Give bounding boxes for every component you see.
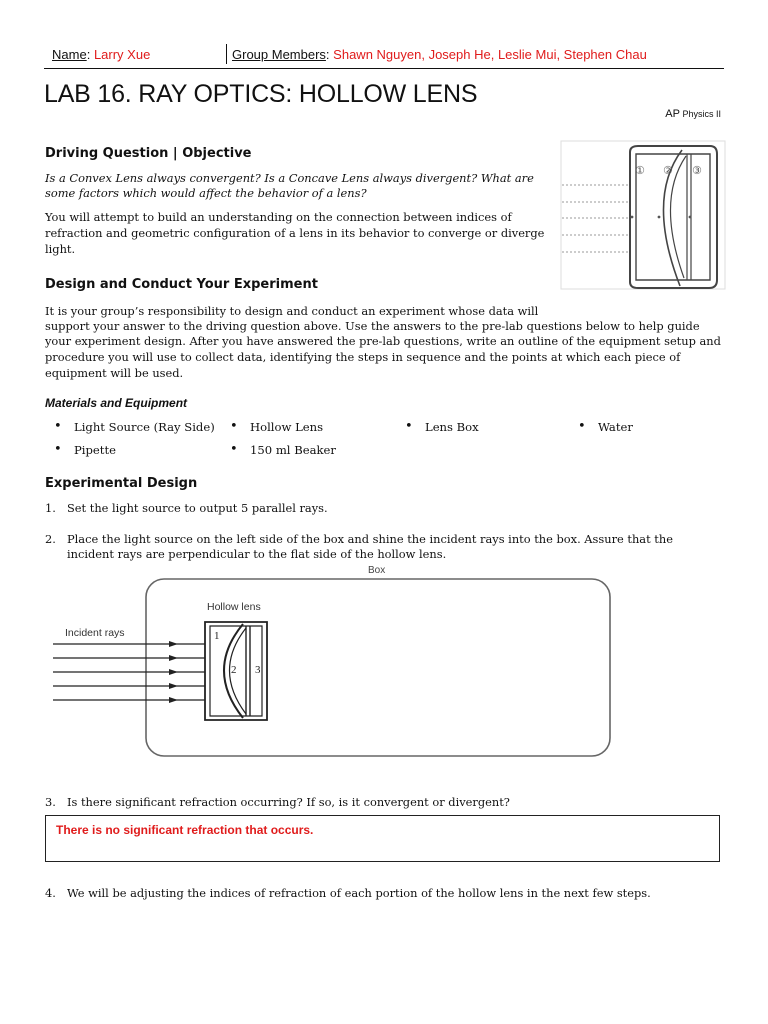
lens-dot	[689, 216, 692, 219]
material-item: • Lens Box	[425, 420, 479, 434]
step-text: We will be adjusting the indices of refraction of each portion of the hollow lens in the next few steps.	[67, 886, 651, 900]
figure-label: ②	[663, 164, 673, 177]
chamber-label: 2	[231, 664, 237, 676]
ray-arrowhead	[169, 669, 178, 675]
material-item: • Water	[598, 420, 633, 434]
driving-question-line: Is a Convex Lens always convergent? Is a Concave Lens always divergent? What are	[45, 171, 534, 185]
lens-dot	[631, 216, 634, 219]
hollow-lens-figure	[560, 140, 726, 290]
material-item: • Pipette	[74, 443, 116, 457]
incident-rays-label: Incident rays	[65, 627, 125, 639]
material-item: • 150 ml Beaker	[250, 443, 336, 457]
objective-line: light.	[45, 242, 76, 256]
box-label: Box	[368, 565, 386, 576]
course-ap: AP	[665, 108, 680, 120]
group-colon: :	[325, 47, 330, 62]
hollow-lens-label: Hollow lens	[207, 601, 261, 613]
step-text: Place the light source on the left side of the box and shine the incident rays into the box. Assure that the	[67, 532, 673, 546]
group-value: Shawn Nguyen, Joseph He, Leslie Mui, Stephen Chau	[333, 47, 647, 62]
ray-arrowhead	[169, 697, 178, 703]
page-title: LAB 16. RAY OPTICS: HOLLOW LENS	[44, 80, 478, 108]
answer-box[interactable]	[45, 815, 720, 862]
experimental-design-heading: Experimental Design	[45, 476, 198, 491]
design-line: procedure you will use to collect data, identifying the steps in sequence and the points at which each piece of	[45, 350, 681, 364]
driving-question-line: some factors which would affect the behavior of a lens?	[45, 186, 367, 200]
ray-arrowhead	[169, 683, 178, 689]
step-number: 3.	[45, 795, 56, 809]
design-line: your experiment design. After you have answered the pre-lab questions, write an outline of the equipment setup and	[45, 334, 721, 348]
name-colon: :	[86, 47, 91, 62]
box-diagram	[45, 562, 725, 772]
objective-line: You will attempt to build an understanding on the connection between indices of	[45, 210, 512, 224]
course-rest: Physics II	[679, 109, 721, 119]
design-heading: Design and Conduct Your Experiment	[45, 277, 318, 292]
header-separator	[226, 44, 227, 64]
objective-line: refraction and geometric configuration of a lens in its behavior to converge or diverge	[45, 226, 545, 240]
group-label: Group Members	[232, 47, 326, 62]
chamber-label: 1	[214, 630, 220, 642]
step-number: 4.	[45, 886, 56, 900]
step-number: 2.	[45, 532, 56, 546]
lens-dot	[658, 216, 661, 219]
design-line: equipment will be used.	[45, 366, 184, 380]
chamber-label: 3	[255, 664, 261, 676]
design-line: support your answer to the driving question above. Use the answers to the pre-lab questions below to help guide	[45, 319, 700, 333]
name-value: Larry Xue	[93, 47, 151, 62]
material-item: • Light Source (Ray Side)	[74, 420, 215, 434]
driving-question-heading: Driving Question | Objective	[45, 146, 252, 161]
design-line: It is your group’s responsibility to design and conduct an experiment whose data will	[45, 304, 539, 318]
step-number: 1.	[45, 501, 56, 515]
header-rule	[44, 68, 724, 69]
name-label: Name	[52, 47, 87, 62]
step-text: Set the light source to output 5 parallel rays.	[67, 501, 328, 515]
student-name-field	[52, 47, 150, 62]
figure-label: ①	[635, 164, 645, 177]
course-label	[665, 108, 721, 120]
step-text: Is there significant refraction occurring? If so, is it convergent or divergent?	[67, 795, 510, 809]
material-item: • Hollow Lens	[250, 420, 323, 434]
ray-arrowhead	[169, 655, 178, 661]
figure-label: ③	[692, 164, 702, 177]
step-text: incident rays are perpendicular to the flat side of the hollow lens.	[67, 547, 447, 561]
answer-text: There is no significant refraction that occurs.	[56, 823, 314, 837]
materials-heading: Materials and Equipment	[45, 396, 188, 410]
group-members-field	[232, 47, 647, 62]
ray-arrowhead	[169, 641, 178, 647]
